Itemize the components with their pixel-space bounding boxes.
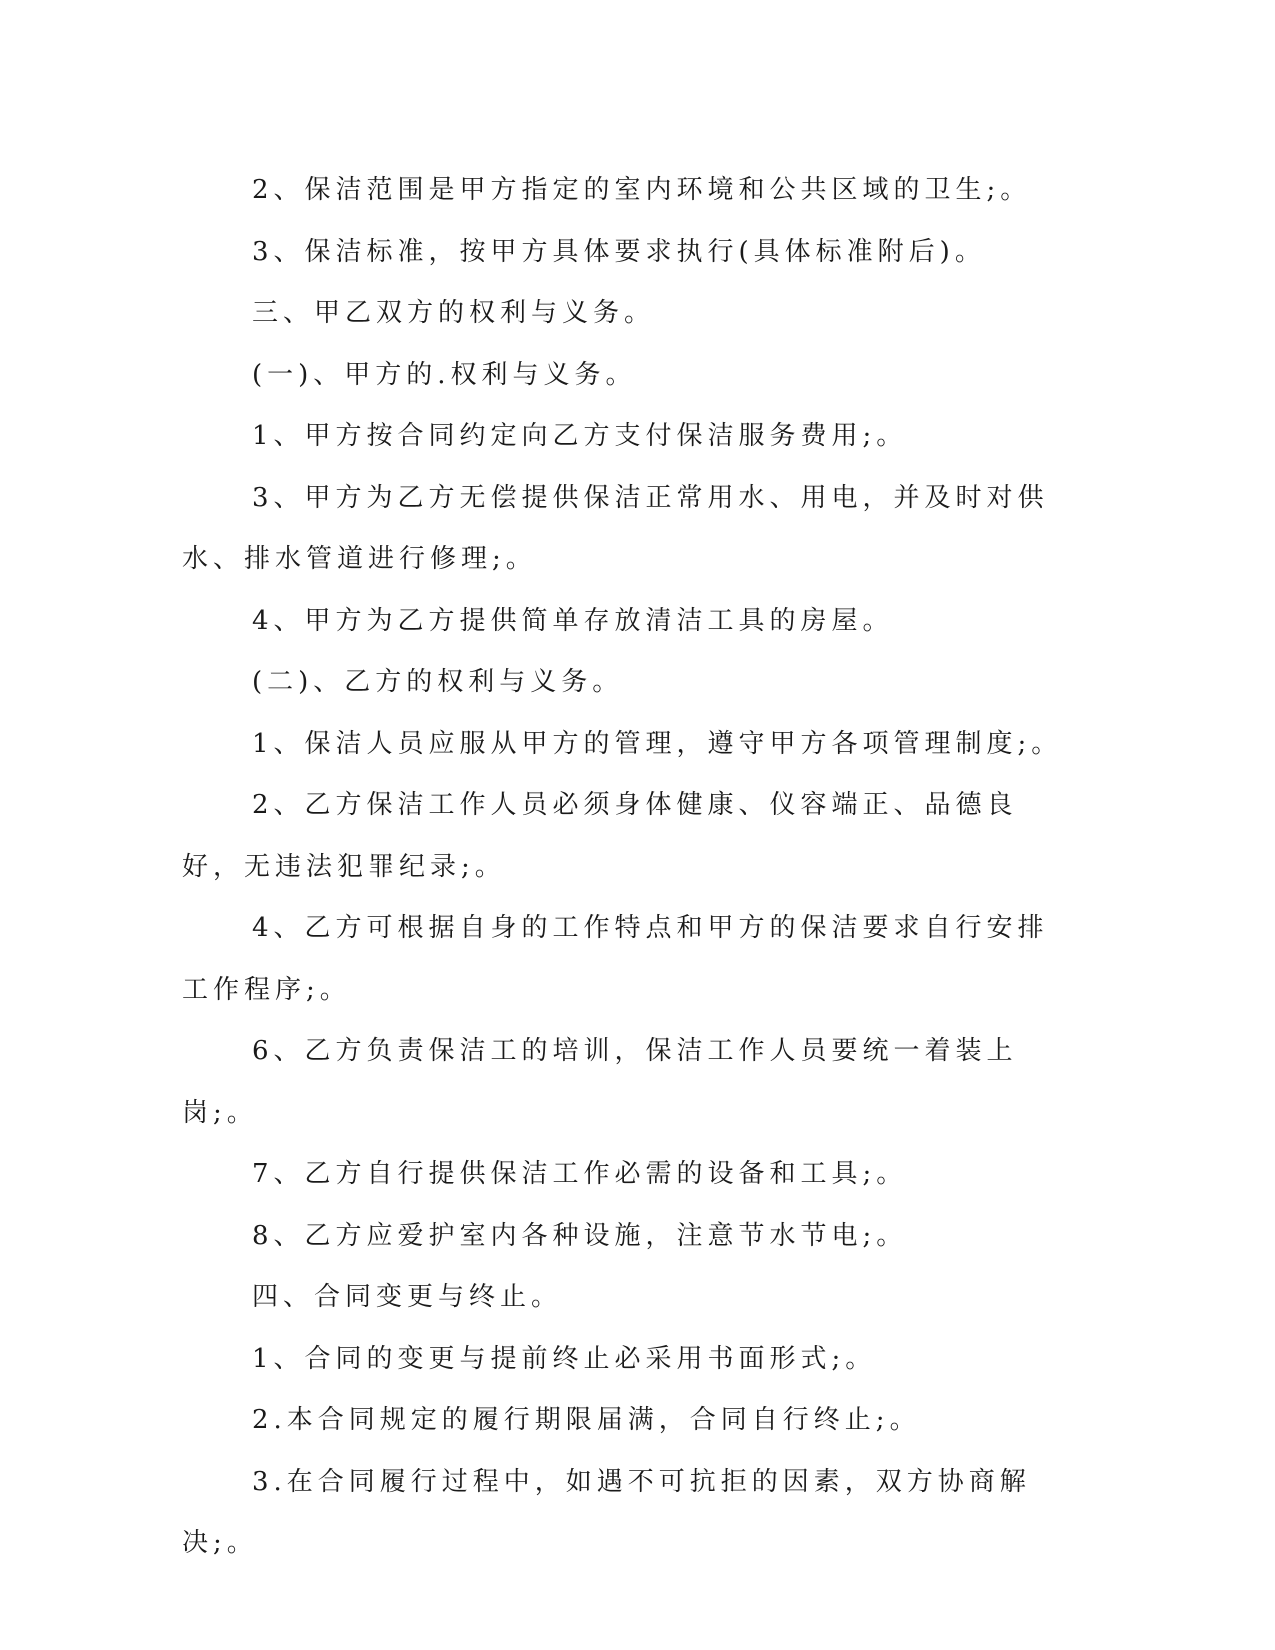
paragraph-party-b-equipment: 7、乙方自行提供保洁工作必需的设备和工具;。 <box>252 1159 908 1189</box>
paragraph-party-b-staff-requirements: 2、乙方保洁工作人员必须身体健康、仪容端正、品德良好，无违法犯罪纪录;。 <box>182 790 1018 882</box>
section-heading-contract-change: 四、合同变更与终止。 <box>252 1282 563 1312</box>
paragraph-party-a-payment: 1、甲方按合同约定向乙方支付保洁服务费用;。 <box>252 421 908 451</box>
paragraph-cleaning-scope: 2、保洁范围是甲方指定的室内环境和公共区域的卫生;。 <box>252 175 1032 205</box>
paragraph-written-form: 1、合同的变更与提前终止必采用书面形式;。 <box>252 1343 877 1374</box>
subsection-heading-party-a: (一)、甲方的.权利与义务。 <box>252 359 637 390</box>
paragraph-force-majeure: 3.在合同履行过程中，如遇不可抗拒的因素，双方协商解决;。 <box>182 1466 1031 1558</box>
document-body <box>182 160 1072 1575</box>
paragraph-party-b-training: 6、乙方负责保洁工的培训，保洁工作人员要统一着装上岗;。 <box>182 1036 1018 1128</box>
section-heading-rights-obligations: 三、甲乙双方的权利与义务。 <box>252 298 656 328</box>
subsection-heading-party-b: (二)、乙方的权利与义务。 <box>252 667 624 697</box>
paragraph-party-a-storage: 4、甲方为乙方提供简单存放清洁工具的房屋。 <box>252 605 894 636</box>
paragraph-term-expiry: 2.本合同规定的履行期限届满，合同自行终止;。 <box>252 1405 921 1435</box>
paragraph-party-b-scheduling: 4、乙方可根据自身的工作特点和甲方的保洁要求自行安排工作程序;。 <box>182 913 1049 1005</box>
paragraph-party-a-utilities: 3、甲方为乙方无偿提供保洁正常用水、用电，并及时对供水、排水管道进行修理;。 <box>182 482 1049 574</box>
paragraph-party-b-compliance: 1、保洁人员应服从甲方的管理，遵守甲方各项管理制度;。 <box>252 728 1063 759</box>
paragraph-party-b-conservation: 8、乙方应爱护室内各种设施，注意节水节电;。 <box>252 1220 908 1251</box>
paragraph-cleaning-standard: 3、保洁标准，按甲方具体要求执行(具体标准附后)。 <box>252 236 986 267</box>
